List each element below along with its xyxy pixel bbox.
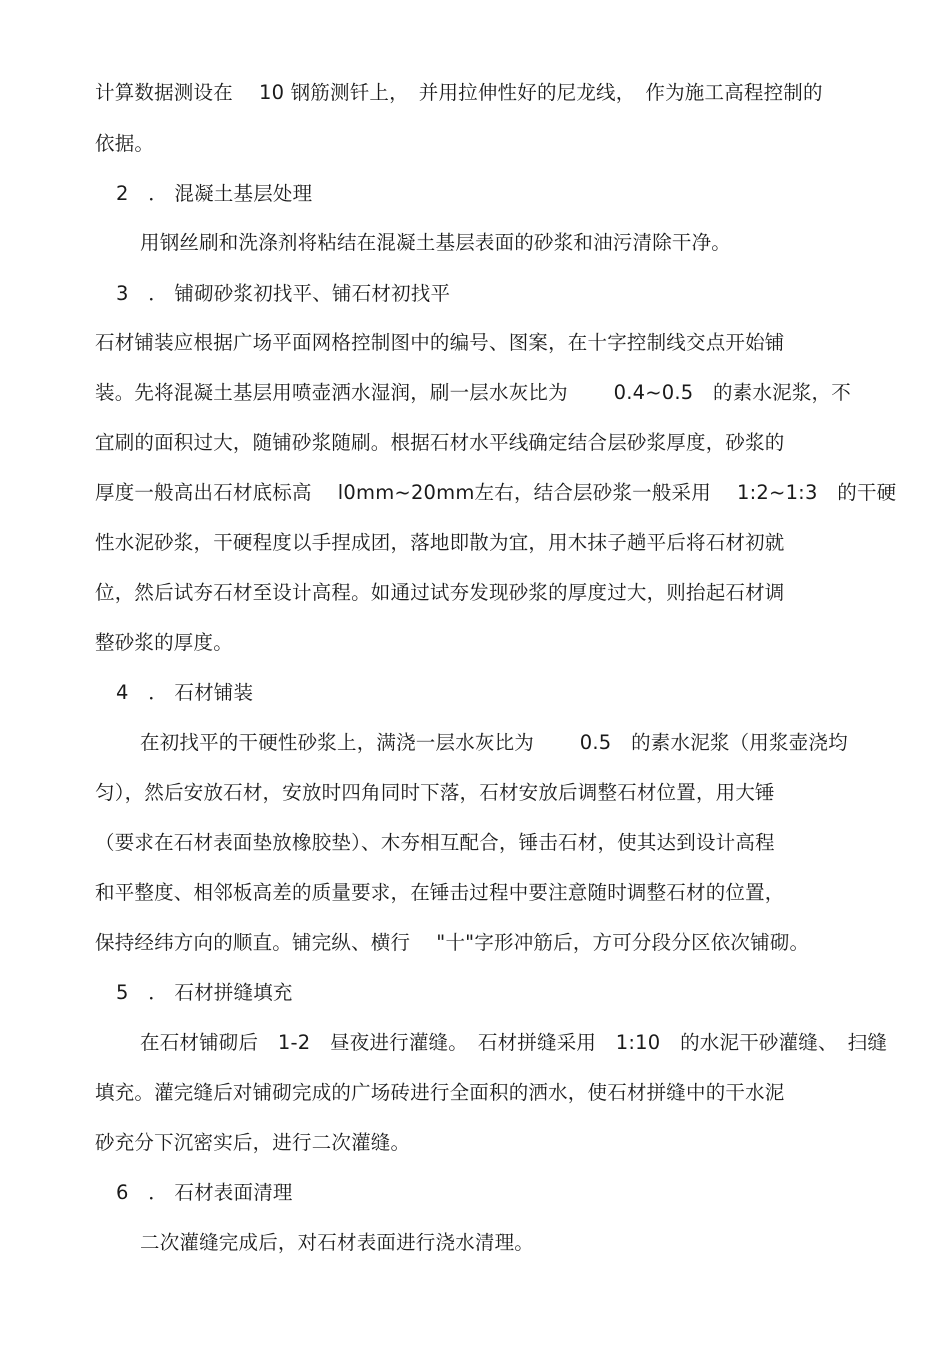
section-heading: 6 ． 石材表面清理 (116, 1181, 293, 1204)
paragraph-line: （要求在石材表面垫放橡胶垫）、木夯相互配合，锤击石材，使其达到设计高程 (95, 831, 775, 854)
paragraph-line: 匀），然后安放石材，安放时四角同时下落，石材安放后调整石材位置，用大锤 (95, 781, 775, 804)
paragraph-line: 保持经纬方向的顺直。铺完纵、横行 "十"字形冲筋后，方可分段分区依次铺砌。 (95, 931, 810, 954)
paragraph-line: 整砂浆的厚度。 (95, 631, 233, 654)
paragraph-line: 装。先将混凝土基层用喷壶洒水湿润，刷一层水灰比为 0.4~0.5 的素水泥浆，不 (95, 381, 851, 404)
section-heading: 5 ． 石材拼缝填充 (116, 981, 293, 1004)
paragraph-line: 依据。 (95, 132, 155, 155)
paragraph-line: 填充。灌完缝后对铺砌完成的广场砖进行全面积的洒水，使石材拼缝中的干水泥 (95, 1081, 785, 1104)
section-heading: 3 ． 铺砌砂浆初找平、铺石材初找平 (116, 282, 451, 305)
paragraph-line: 用钢丝刷和洗涤剂将粘结在混凝土基层表面的砂浆和油污清除干净。 (140, 231, 732, 254)
paragraph-line: 计算数据测设在 10 钢筋测钎上， 并用拉伸性好的尼龙线， 作为施工高程控制的 (95, 81, 823, 104)
paragraph-line: 砂充分下沉密实后，进行二次灌缝。 (95, 1131, 411, 1154)
paragraph-line: 石材铺装应根据广场平面网格控制图中的编号、图案，在十字控制线交点开始铺 (95, 331, 785, 354)
paragraph-line: 厚度一般高出石材底标高 l0mm~20mm左右，结合层砂浆一般采用 1:2~1:3 的干硬 (95, 481, 897, 504)
paragraph-line: 二次灌缝完成后，对石材表面进行浇水清理。 (140, 1231, 535, 1254)
paragraph-line: 宜刷的面积过大，随铺砂浆随刷。根据石材水平线确定结合层砂浆厚度，砂浆的 (95, 431, 785, 454)
paragraph-line: 和平整度、相邻板高差的质量要求，在锤击过程中要注意随时调整石材的位置， (95, 881, 785, 904)
paragraph-line: 在石材铺砌后 1-2 昼夜进行灌缝。 石材拼缝采用 1:10 的水泥干砂灌缝、 扫缝 (140, 1031, 888, 1054)
section-heading: 2 ． 混凝土基层处理 (116, 182, 313, 205)
paragraph-line: 性水泥砂浆，干硬程度以手捏成团，落地即散为宜，用木抹子趟平后将石材初就 (95, 531, 785, 554)
paragraph-line: 位，然后试夯石材至设计高程。如通过试夯发现砂浆的厚度过大，则抬起石材调 (95, 581, 785, 604)
section-heading: 4 ． 石材铺装 (116, 681, 254, 704)
paragraph-line: 在初找平的干硬性砂浆上，满浇一层水灰比为 0.5 的素水泥浆（用浆壶浇均 (140, 731, 848, 754)
